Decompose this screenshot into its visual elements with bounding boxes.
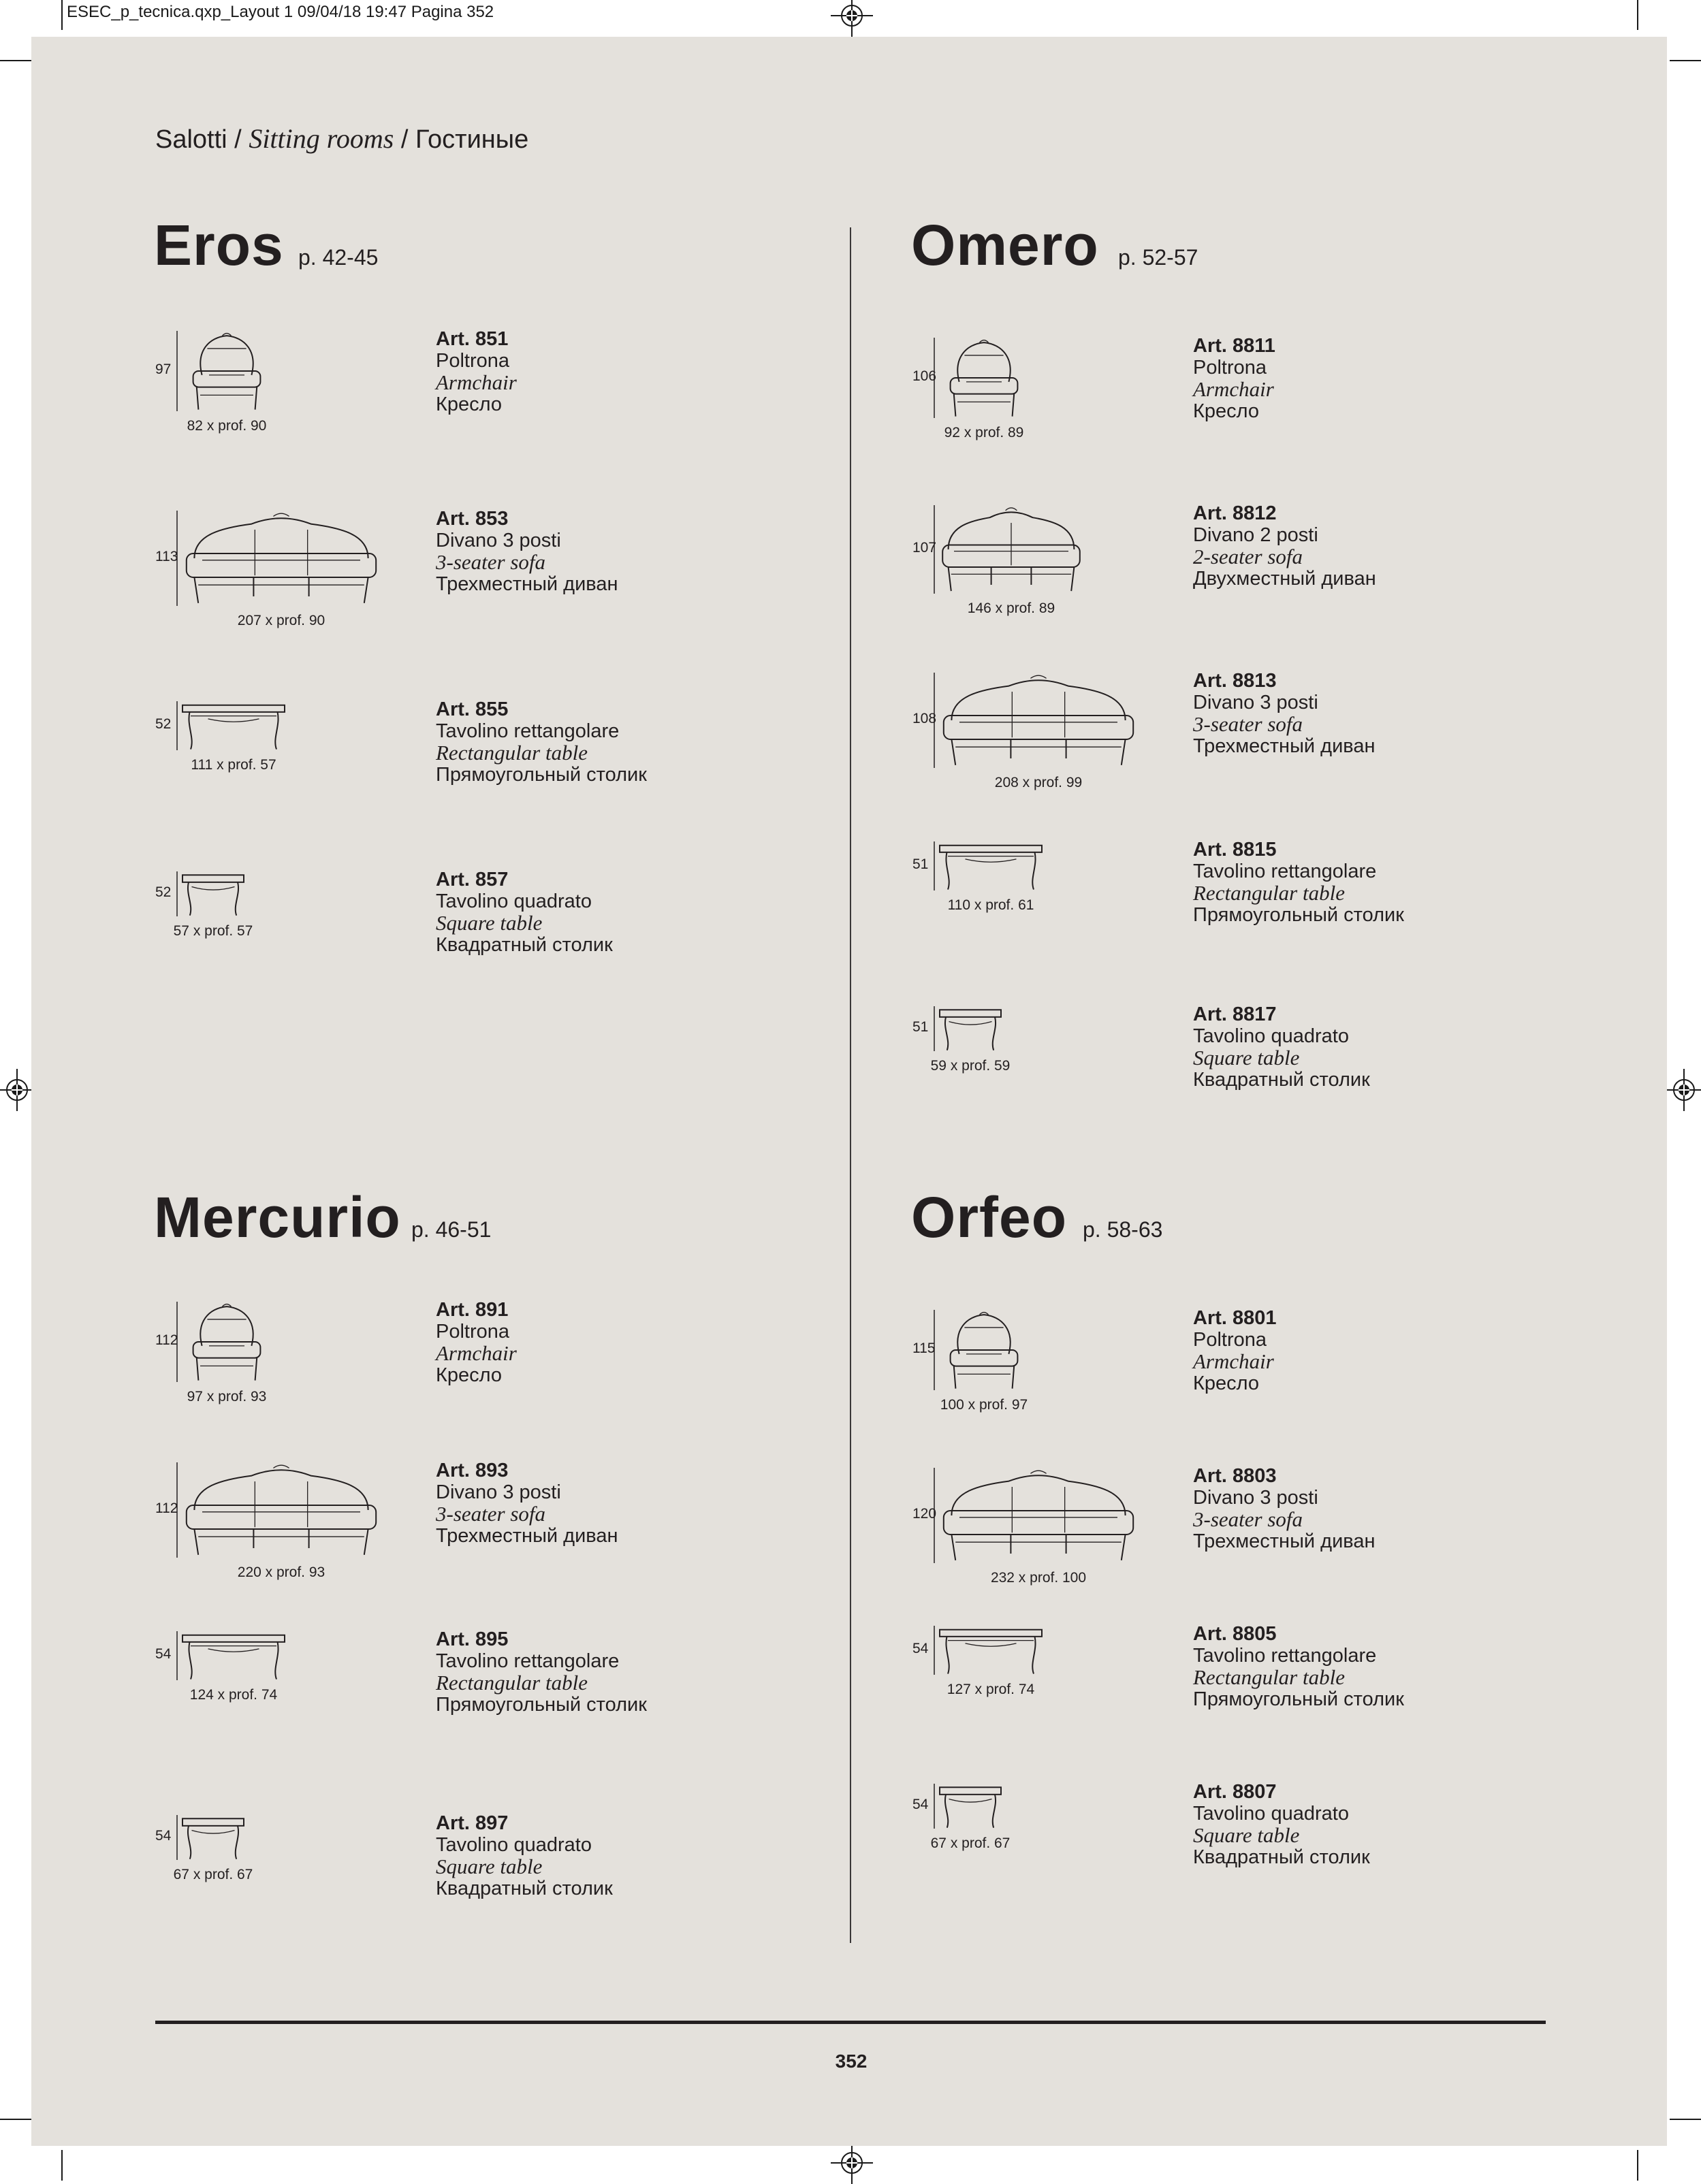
product-article: Art. 851 (436, 328, 509, 350)
collection-pages-orfeo: p. 58-63 (1083, 1217, 1163, 1242)
product-name-en: Rectangular table (1193, 881, 1345, 905)
product-name-it: Divano 2 posti (1193, 524, 1318, 546)
product-dimensions: 208 x prof. 99 (994, 775, 1083, 790)
dimension-height-line (932, 841, 937, 890)
product-height: 54 (155, 1828, 172, 1844)
product-name-it: Divano 3 posti (1193, 692, 1318, 713)
product-text (436, 698, 647, 786)
product-height: 107 (912, 540, 937, 556)
product-name-en: Square table (436, 911, 543, 935)
product-dimensions: 82 x prof. 90 (187, 418, 267, 434)
crop-mark (1670, 60, 1701, 61)
product-text (1193, 670, 1376, 757)
product-text (1193, 839, 1404, 926)
product-name-ru: Прямоугольный столик (1193, 904, 1404, 926)
product-dimensions: 57 x prof. 57 (173, 923, 253, 939)
product-article: Art. 8801 (1193, 1307, 1277, 1329)
product-text (436, 1628, 647, 1716)
product-name-ru: Кресло (1193, 1372, 1260, 1394)
dimension-height-line (174, 1631, 180, 1680)
rect-table-drawing-icon (940, 841, 1042, 890)
product-height: 115 (912, 1340, 936, 1356)
product-name-ru: Прямоугольный столик (436, 764, 647, 786)
product-dimensions: 110 x prof. 61 (947, 897, 1034, 913)
product-name-en: Armchair (436, 370, 517, 394)
product-text (436, 1299, 517, 1386)
product-text (1193, 502, 1376, 590)
product-height: 54 (155, 1646, 172, 1662)
product-text (436, 328, 517, 415)
product-name-en: Square table (1193, 1823, 1300, 1847)
product-name-en: Rectangular table (436, 1671, 588, 1695)
crop-mark (0, 60, 31, 61)
product-dimensions: 127 x prof. 74 (947, 1682, 1035, 1697)
armchair-drawing-icon (182, 331, 271, 411)
rect-table-drawing-icon (182, 1631, 285, 1680)
crop-mark (1637, 2150, 1638, 2181)
product-name-it: Tavolino quadrato (436, 1834, 592, 1856)
armchair-drawing-icon (182, 1302, 271, 1382)
product-name-it: Divano 3 posti (436, 530, 561, 551)
product-name-it: Poltrona (1193, 1329, 1267, 1351)
section-label: Salotti / Sitting rooms / Гостиные (155, 123, 529, 154)
sofa-drawing-icon (940, 1468, 1137, 1563)
footer-rule (155, 2021, 1546, 2024)
armchair-drawing-icon (940, 338, 1028, 418)
product-name-ru: Кресло (436, 1364, 503, 1386)
collection-title-eros: Eros (154, 213, 284, 277)
product-name-ru: Кресло (1193, 400, 1260, 422)
product-article: Art. 853 (436, 508, 509, 530)
dimension-height-line (932, 1006, 937, 1051)
product-name-en: Square table (1193, 1046, 1300, 1070)
product-dimensions: 67 x prof. 67 (930, 1835, 1011, 1851)
product-name-it: Poltrona (436, 350, 510, 372)
dimension-height-line (932, 1784, 937, 1829)
product-article: Art. 891 (436, 1299, 509, 1321)
product-height: 54 (912, 1641, 929, 1656)
product-name-ru: Трехместный диван (436, 573, 618, 595)
product-dimensions: 146 x prof. 89 (967, 600, 1055, 616)
collection-pages-eros: p. 42-45 (298, 245, 379, 270)
product-name-ru: Квадратный столик (1193, 1846, 1370, 1868)
product-name-ru: Двухместный диван (1193, 568, 1376, 590)
product-name-en: 3-seater sofa (436, 550, 546, 574)
product-name-it: Tavolino rettangolare (436, 1650, 620, 1672)
product-name-it: Tavolino quadrato (1193, 1803, 1349, 1825)
product-text (436, 1812, 613, 1899)
dimension-height-line (174, 871, 180, 916)
product-article: Art. 8817 (1193, 1003, 1277, 1025)
crop-mark (1637, 0, 1638, 30)
product-text (1193, 1623, 1404, 1710)
product-article: Art. 893 (436, 1460, 509, 1481)
product-dimensions: 92 x prof. 89 (944, 425, 1024, 440)
product-text (1193, 1003, 1370, 1091)
product-name-it: Poltrona (1193, 357, 1267, 379)
rect-table-drawing-icon (182, 701, 285, 750)
product-name-en: Armchair (436, 1341, 517, 1365)
product-dimensions: 232 x prof. 100 (990, 1570, 1087, 1586)
sofa-drawing-icon (182, 1462, 380, 1558)
product-height: 54 (912, 1797, 929, 1812)
collection-pages-omero: p. 52-57 (1118, 245, 1198, 270)
product-height: 112 (155, 1500, 178, 1516)
square-table-drawing-icon (182, 871, 244, 916)
product-height: 51 (912, 1019, 929, 1035)
product-name-it: Divano 3 posti (436, 1481, 561, 1503)
product-article: Art. 897 (436, 1812, 509, 1834)
product-dimensions: 100 x prof. 97 (940, 1397, 1028, 1413)
collection-title-orfeo: Orfeo (911, 1185, 1068, 1249)
product-text (1193, 1465, 1376, 1552)
product-article: Art. 855 (436, 698, 509, 720)
product-name-en: 2-seater sofa (1193, 545, 1303, 568)
product-name-en: Square table (436, 1854, 543, 1878)
product-name-it: Tavolino rettangolare (1193, 1645, 1377, 1667)
product-name-ru: Квадратный столик (436, 934, 613, 956)
product-dimensions: 97 x prof. 93 (187, 1389, 267, 1404)
square-table-drawing-icon (182, 1815, 244, 1860)
product-name-ru: Прямоугольный столик (1193, 1688, 1404, 1710)
catalog-page (31, 37, 1667, 2146)
product-article: Art. 8813 (1193, 670, 1277, 692)
product-name-ru: Трехместный диван (436, 1525, 618, 1547)
armchair-drawing-icon (940, 1310, 1028, 1390)
product-height: 112 (155, 1332, 178, 1348)
product-height: 120 (912, 1506, 937, 1522)
product-height: 113 (155, 549, 178, 564)
collection-pages-mercurio: p. 46-51 (411, 1217, 492, 1242)
product-name-ru: Трехместный диван (1193, 1530, 1376, 1552)
sofa-drawing-icon (940, 673, 1137, 768)
product-name-en: 3-seater sofa (1193, 712, 1303, 736)
product-name-ru: Кресло (436, 394, 503, 415)
product-name-it: Tavolino rettangolare (436, 720, 620, 742)
product-name-ru: Квадратный столик (436, 1878, 613, 1899)
product-height: 106 (912, 368, 937, 384)
product-dimensions: 67 x prof. 67 (173, 1867, 253, 1882)
product-article: Art. 895 (436, 1628, 509, 1650)
dimension-height-line (174, 331, 180, 411)
registration-mark-icon (831, 2142, 873, 2184)
dimension-height-line (174, 701, 180, 750)
product-dimensions: 124 x prof. 74 (189, 1687, 278, 1703)
product-dimensions: 207 x prof. 90 (237, 613, 325, 628)
square-table-drawing-icon (940, 1006, 1001, 1051)
print-slug-line: ESEC_p_tecnica.qxp_Layout 1 09/04/18 19:47 Pagina 352 (67, 3, 494, 21)
product-height: 52 (155, 884, 172, 900)
crop-mark (61, 0, 63, 30)
column-divider (850, 227, 851, 1943)
product-article: Art. 8811 (1193, 335, 1275, 357)
product-article: Art. 8803 (1193, 1465, 1277, 1487)
product-text (436, 869, 613, 956)
product-text (436, 1460, 618, 1547)
product-name-en: Rectangular table (436, 741, 588, 765)
sofa-drawing-icon (182, 511, 380, 606)
product-article: Art. 8812 (1193, 502, 1277, 524)
rect-table-drawing-icon (940, 1626, 1042, 1675)
product-name-it: Tavolino quadrato (436, 890, 592, 912)
product-dimensions: 111 x prof. 57 (191, 757, 276, 773)
product-article: Art. 8815 (1193, 839, 1277, 861)
product-height: 97 (155, 362, 172, 377)
product-name-it: Poltrona (436, 1321, 510, 1343)
registration-mark-icon (1663, 1069, 1701, 1111)
crop-mark (0, 2119, 31, 2120)
product-name-ru: Трехместный диван (1193, 735, 1376, 757)
product-article: Art. 8807 (1193, 1781, 1277, 1803)
product-text (1193, 335, 1275, 422)
product-name-en: Armchair (1193, 1349, 1274, 1373)
product-dimensions: 59 x prof. 59 (930, 1058, 1011, 1074)
product-name-ru: Квадратный столик (1193, 1069, 1370, 1091)
collection-title-omero: Omero (911, 213, 1099, 277)
product-name-en: Rectangular table (1193, 1665, 1345, 1689)
dimension-height-line (174, 1815, 180, 1860)
product-name-it: Tavolino quadrato (1193, 1025, 1349, 1047)
crop-mark (61, 2150, 63, 2181)
product-name-ru: Прямоугольный столик (436, 1694, 647, 1716)
product-dimensions: 220 x prof. 93 (237, 1564, 325, 1580)
product-height: 108 (912, 711, 937, 726)
registration-mark-icon (831, 0, 873, 37)
dimension-height-line (932, 1626, 937, 1675)
sofa2-drawing-icon (940, 505, 1083, 594)
product-article: Art. 857 (436, 869, 509, 890)
product-article: Art. 8805 (1193, 1623, 1277, 1645)
collection-title-mercurio: Mercurio (154, 1185, 401, 1249)
product-name-it: Divano 3 posti (1193, 1487, 1318, 1509)
product-text (1193, 1781, 1370, 1868)
product-text (436, 508, 618, 595)
product-name-it: Tavolino rettangolare (1193, 861, 1377, 882)
page-number: 352 (835, 2051, 868, 2072)
product-height: 52 (155, 716, 172, 732)
crop-mark (1670, 2119, 1701, 2120)
product-name-en: Armchair (1193, 377, 1274, 401)
product-name-en: 3-seater sofa (1193, 1507, 1303, 1531)
square-table-drawing-icon (940, 1784, 1001, 1829)
product-name-en: 3-seater sofa (436, 1502, 546, 1526)
product-height: 51 (912, 856, 929, 872)
product-text (1193, 1307, 1277, 1394)
